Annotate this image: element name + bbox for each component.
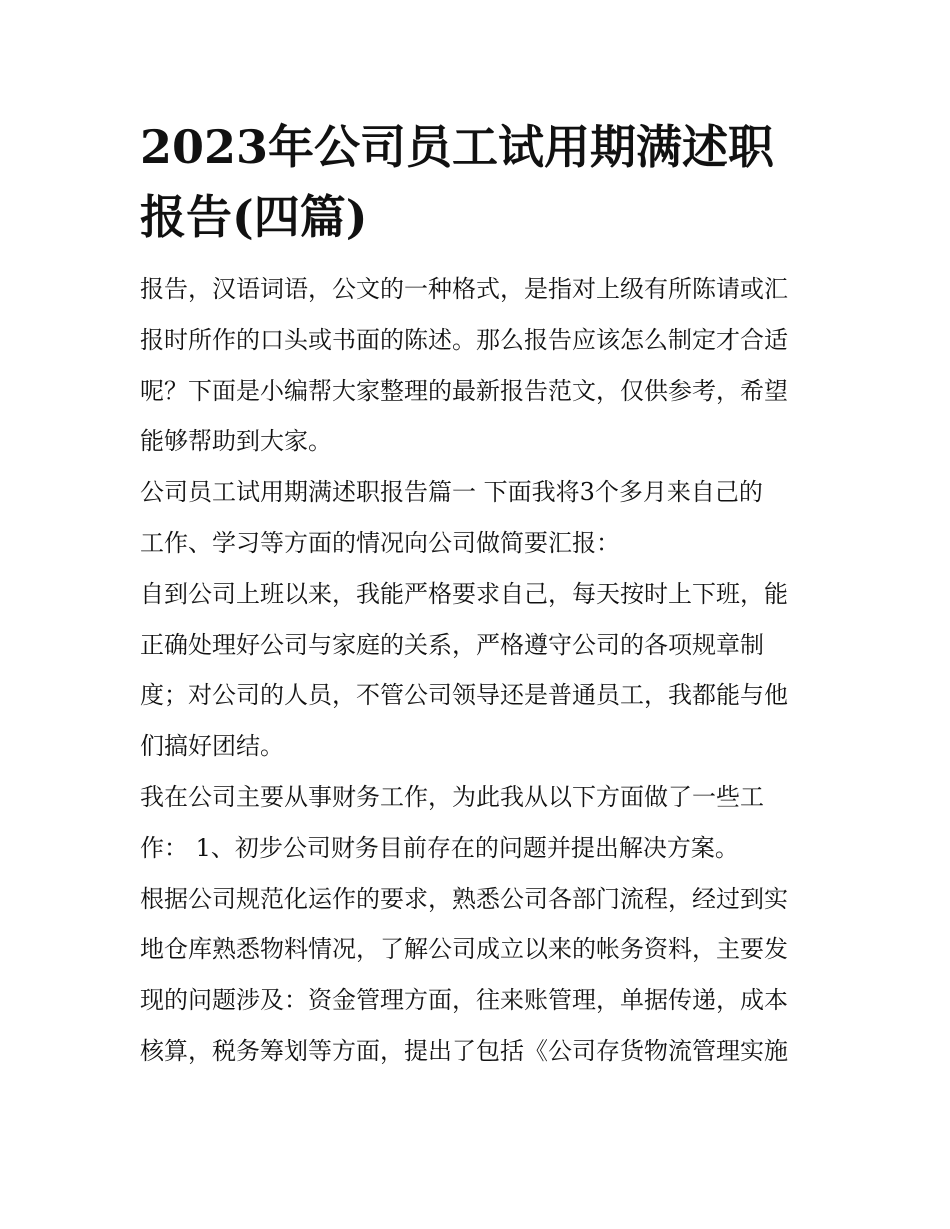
text-line: 根据公司规范化运作的要求，熟悉公司各部门流程，经过到实 — [140, 884, 788, 913]
paragraph-finance-work — [140, 772, 812, 874]
text-line: 呢？下面是小编帮大家整理的最新报告范文，仅供参考，希望 — [140, 376, 788, 405]
text-line: 自到公司上班以来，我能严格要求自己，每天按时上下班，能 — [140, 579, 788, 608]
text-line: 现的问题涉及：资金管理方面，往来账管理，单据传递，成本 — [140, 986, 788, 1015]
text-line: 地仓库熟悉物料情况，了解公司成立以来的帐务资料，主要发 — [140, 935, 788, 964]
paragraph-report-one-intro — [140, 467, 812, 569]
text-line: 报告，汉语词语，公文的一种格式，是指对上级有所陈请或汇 — [140, 275, 788, 303]
document-body — [140, 264, 812, 1077]
text-line: 能够帮助到大家。 — [140, 427, 332, 456]
document-title — [140, 112, 812, 252]
paragraph-standardization — [140, 874, 812, 1077]
text-line: 核算，税务筹划等方面，提出了包括《公司存货物流管理实施 — [140, 1036, 788, 1065]
document-page — [140, 112, 812, 1077]
text-line: 我在公司主要从事财务工作，为此我从以下方面做了一些工 — [140, 782, 764, 811]
text-line: 报时所作的口头或书面的陈述。那么报告应该怎么制定才合适 — [140, 325, 788, 354]
paragraph-intro — [140, 264, 812, 467]
text-line: 度；对公司的人员，不管公司领导还是普通员工，我都能与他 — [140, 681, 788, 710]
title-line-1: 2023年公司员工试用期满述职 — [140, 120, 775, 174]
text-line: 作： 1、初步公司财务目前存在的问题并提出解决方案。 — [140, 833, 739, 862]
text-line: 公司员工试用期满述职报告篇一 下面我将3个多月来自己的 — [140, 478, 763, 507]
paragraph-discipline — [140, 569, 812, 772]
text-line: 们搞好团结。 — [140, 732, 284, 761]
title-line-2: 报告(四篇) — [140, 190, 368, 244]
text-line: 工作、学习等方面的情况向公司做简要汇报： — [140, 528, 620, 557]
text-line: 正确处理好公司与家庭的关系，严格遵守公司的各项规章制 — [140, 630, 764, 659]
